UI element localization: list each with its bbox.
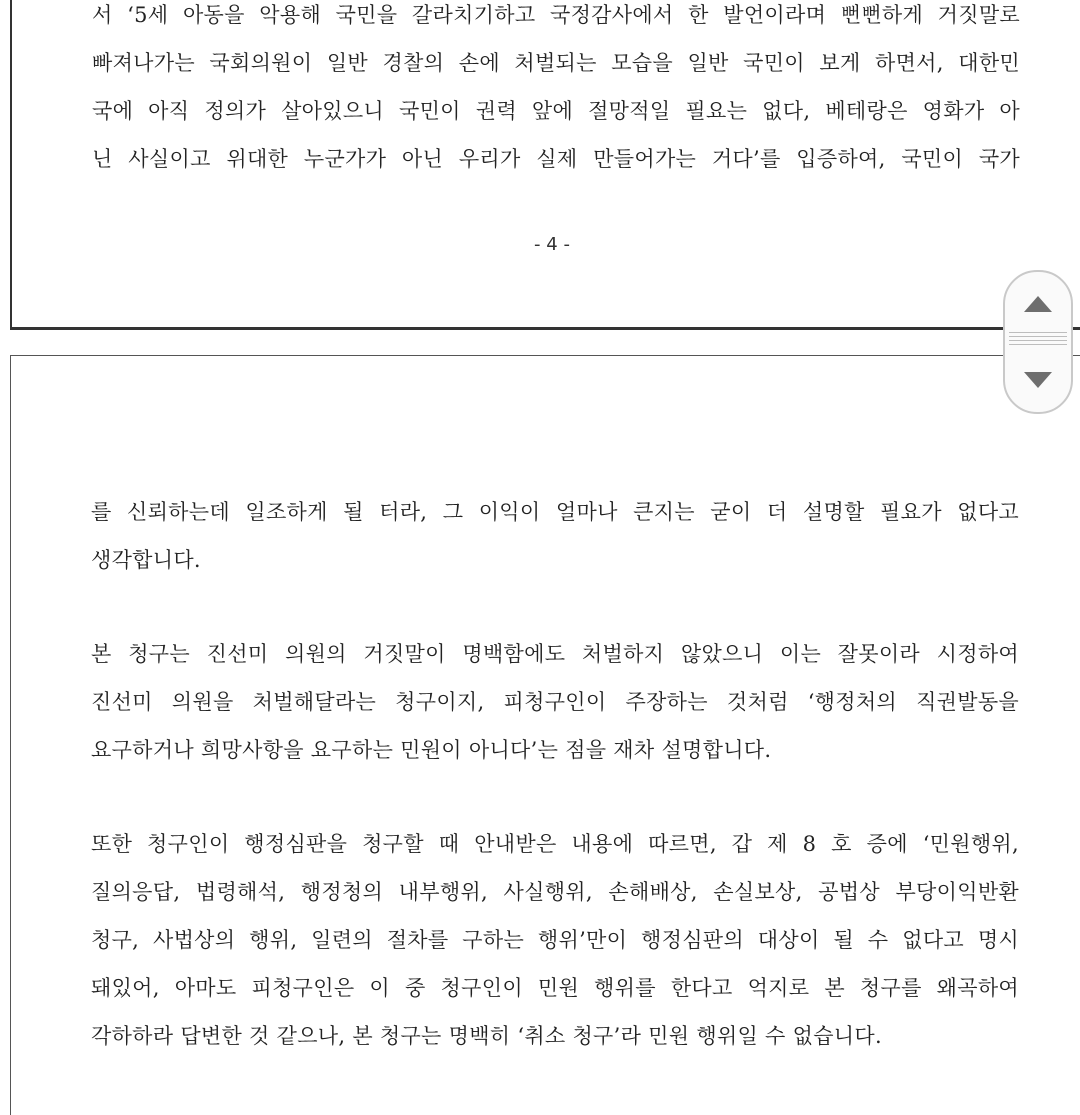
document-page-5 — [10, 355, 1080, 1115]
text-line: 닌 사실이고 위대한 누군가가 아닌 우리가 실제 만들어가는 거다’를 입증하여, 국민이 국가 — [92, 147, 1020, 171]
text-line: 돼있어, 아마도 피청구인은 이 중 청구인이 민원 행위를 한다고 억지로 본 청구를 왜곡하여 — [91, 976, 1019, 1000]
text-line: 요구하거나 희망사항을 요구하는 민원이 아니다’는 점을 재차 설명합니다. — [91, 738, 772, 762]
text-line: 국에 아직 정의가 살아있으니 국민이 권력 앞에 절망적일 필요는 없다, 베테랑은 영화가 아 — [92, 99, 1020, 123]
triangle-down-icon — [1023, 371, 1053, 389]
text-line: 본 청구는 진선미 의원의 거짓말이 명백함에도 처벌하지 않았으니 이는 잘못이라 시정하여 — [91, 642, 1019, 666]
document-page-4 — [10, 0, 1080, 330]
text-line: 또한 청구인이 행정심판을 청구할 때 안내받은 내용에 따르면, 갑 제 8 호 증에 ‘민원행위, — [91, 832, 1019, 856]
text-line: 생각합니다. — [91, 548, 201, 572]
text-line: 각하하라 답변한 것 같으나, 본 청구는 명백히 ‘취소 청구’라 민원 행위일 수 없습니다. — [91, 1024, 882, 1048]
text-line: 청구, 사법상의 행위, 일련의 절차를 구하는 행위’만이 행정심판의 대상이 될 수 없다고 명시 — [91, 928, 1019, 952]
text-line: 를 신뢰하는데 일조하게 될 터라, 그 이익이 얼마나 큰지는 굳이 더 설명할 필요가 없다고 — [91, 500, 1019, 524]
page-number: - 4 - — [534, 234, 570, 255]
triangle-up-icon — [1023, 295, 1053, 313]
text-line: 질의응답, 법령해석, 행정청의 내부행위, 사실행위, 손해배상, 손실보상, 공법상 부당이익반환 — [91, 880, 1019, 904]
text-line: 진선미 의원을 처벌해달라는 청구이지, 피청구인이 주장하는 것처럼 ‘행정처의 직권발동을 — [91, 690, 1019, 714]
scroll-up-button[interactable] — [1005, 276, 1071, 332]
text-line: 서 ‘5세 아동을 악용해 국민을 갈라치기하고 국정감사에서 한 발언이라며 뻔뻔하게 거짓말로 — [92, 3, 1020, 27]
page-scroll-control[interactable] — [1003, 270, 1073, 414]
scroll-down-button[interactable] — [1005, 352, 1071, 408]
scroll-grip[interactable] — [1009, 332, 1067, 352]
text-line: 빠져나가는 국회의원이 일반 경찰의 손에 처벌되는 모습을 일반 국민이 보게 하면서, 대한민 — [92, 51, 1020, 75]
